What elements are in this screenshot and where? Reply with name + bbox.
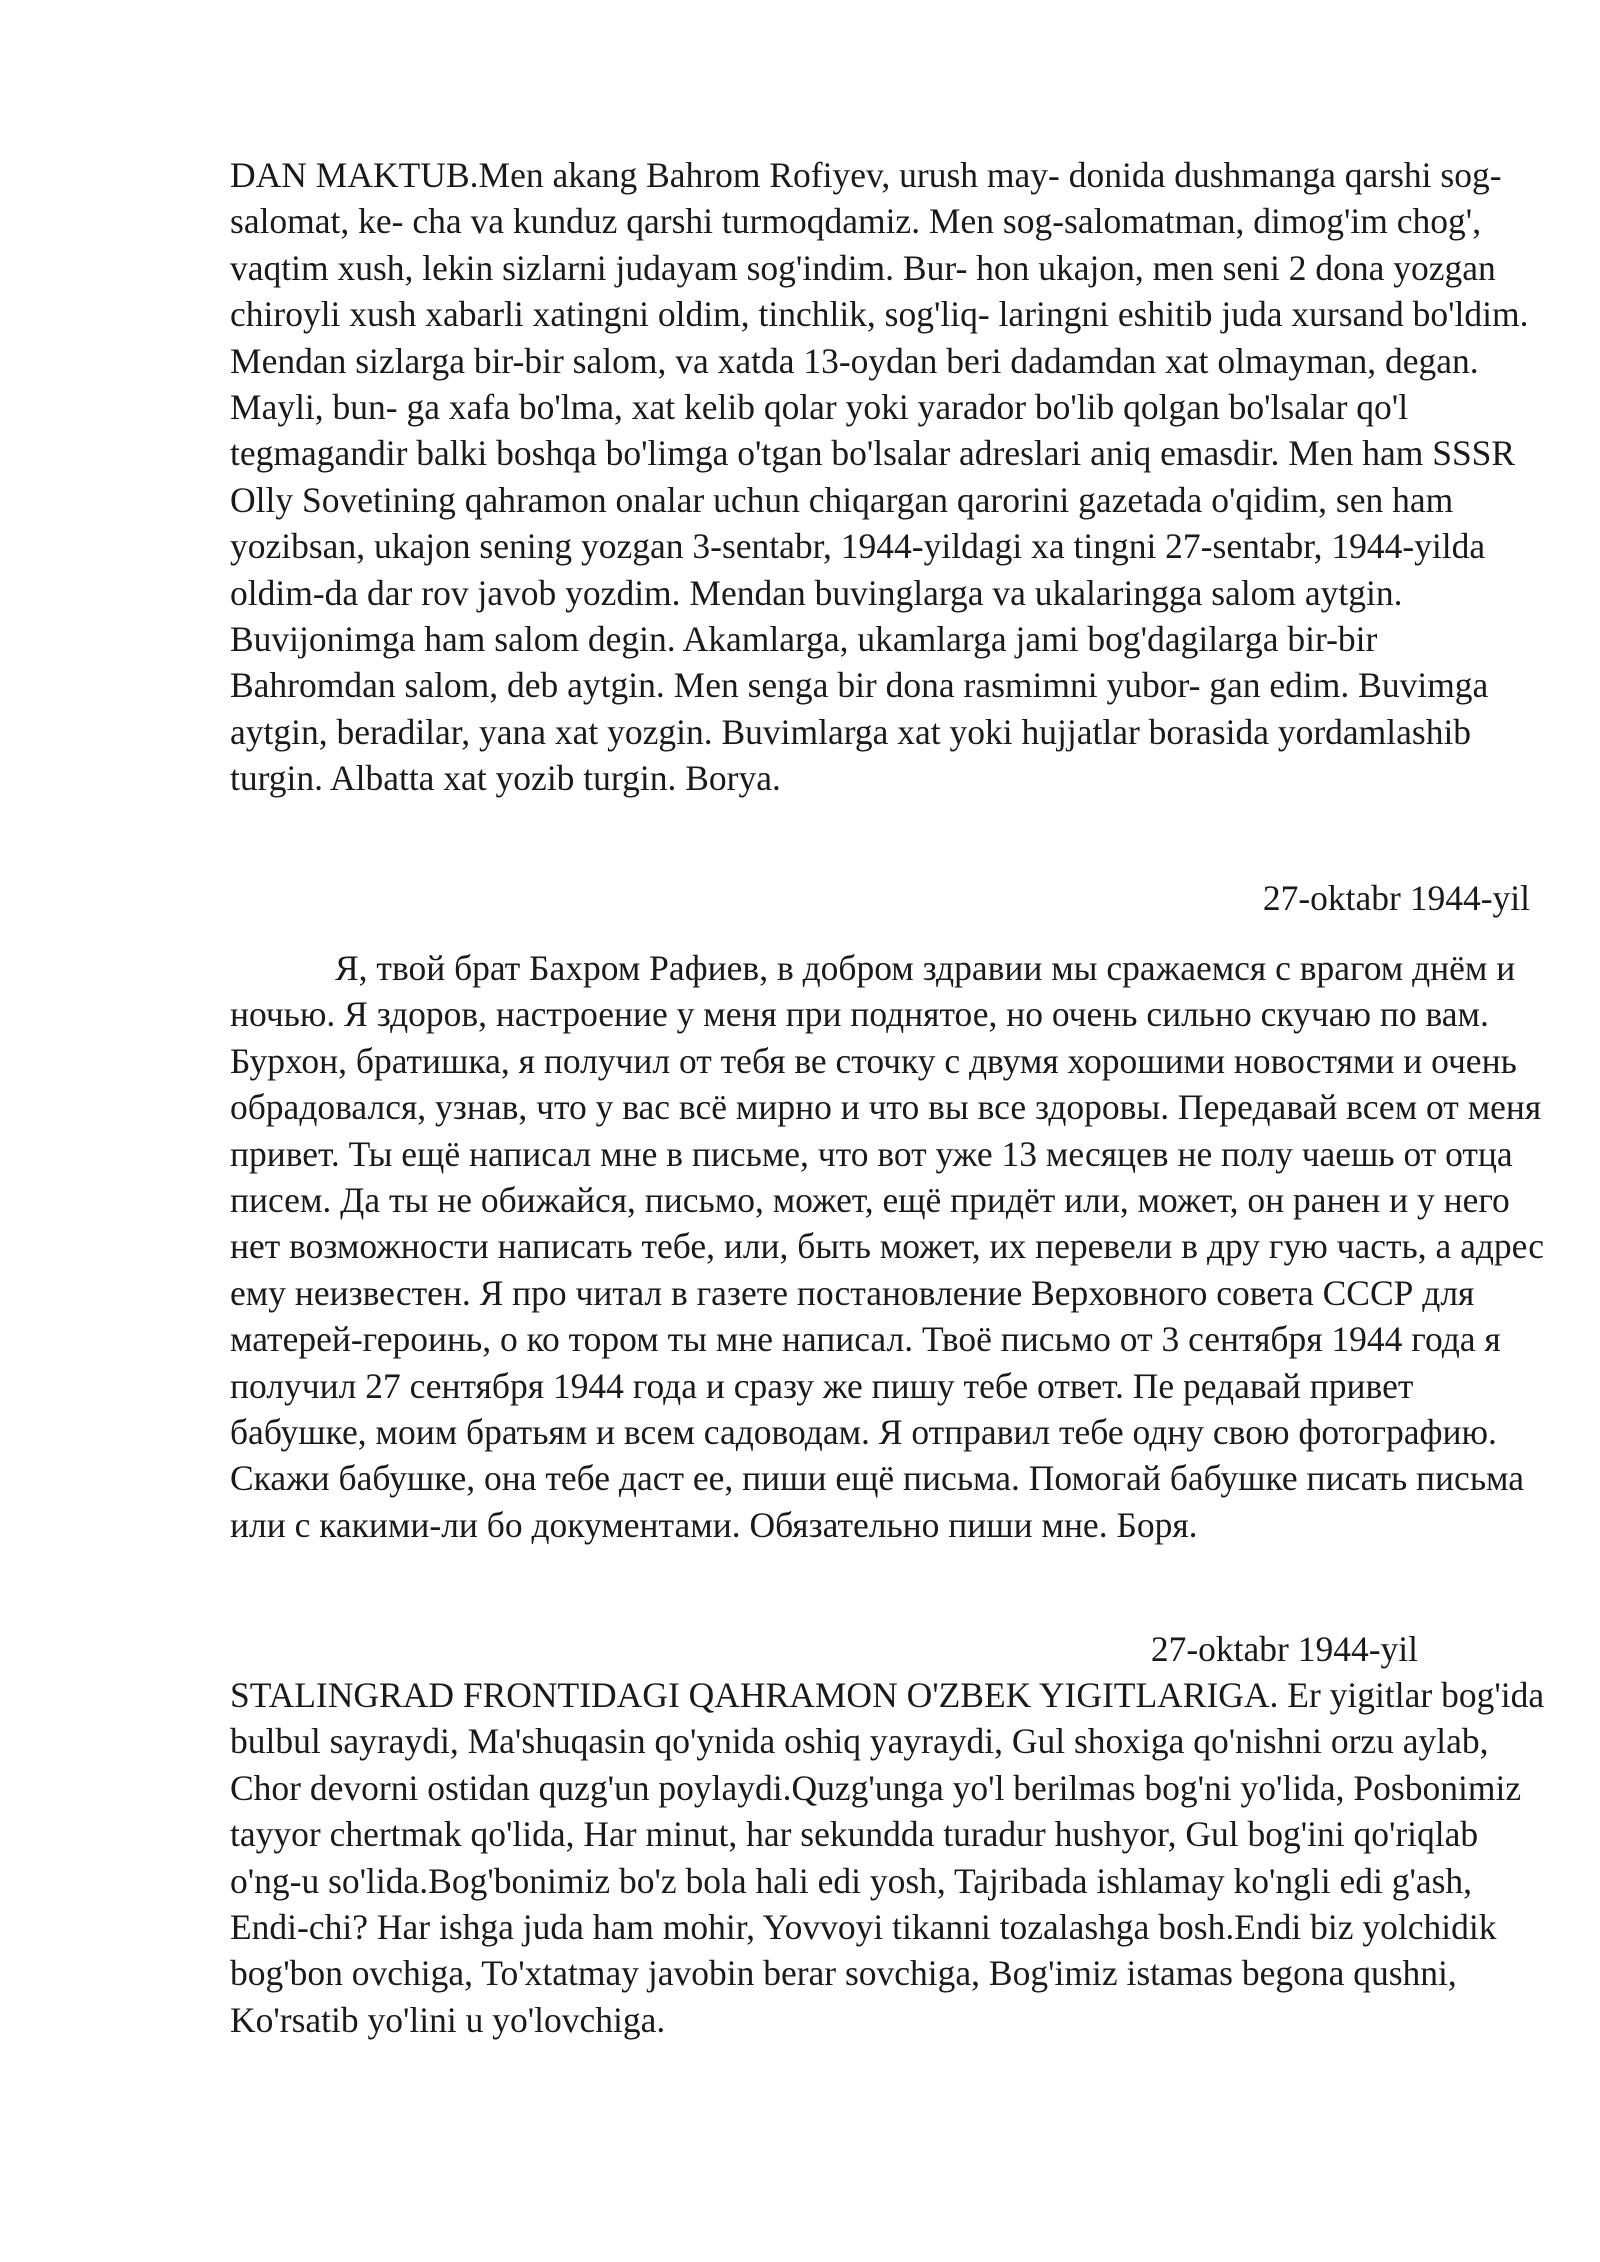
letter-uzbek-date: 27-oktabr 1944-yil (1262, 878, 1530, 918)
letter-russian-date: 27-oktabr 1944-yil (1150, 1629, 1418, 1669)
letter-uzbek-paragraph: DAN MAKTUB.Men akang Bahrom Rofiyev, urush may- donida dushmanga qarshi sog-salomat, ke- cha va kunduz qarshi turmoqdamiz. Men sog-salomatman, dimog'im chog', vaqtim xush, lekin sizlarni judayam sog'indim. Bur- hon ukajon, men seni 2 dona yozgan chiroyli xush xabarli xatingni oldim, tinchlik, sog'liq- laringni eshitib juda xursand bo'ldim. Mendan sizlarga bir-bir salom, va xatda 13-oydan beri dadamdan xat olmayman, degan. Mayli, bun- ga xafa bo'lma, xat kelib qolar yoki yarador bo'lib qolgan bo'lsalar qo'l tegmagandir balki boshqa bo'limga o'tgan bo'lsalar adreslari aniq emasdir. Men ham SSSR Olly Sovetining qahramon onalar uchun chiqargan qarorini gazetada o'qidim, sen ham yozibsan, ukajon sening yozgan 3-sentabr, 1944-yildagi xa tingni 27-sentabr, 1944-yilda oldim-da dar rov javob yozdim. Mendan buvinglarga va ukalaringga salom aytgin. Buvijonimga ham salom degin. Akamlarga, ukamlarga jami bog'dagilarga bir-bir Bahromdan salom, deb aytgin. Men senga bir dona rasmimni yubor- gan edim. Buvimga aytgin, beradilar, yana xat yozgin. Buvimlarga xat yoki hujjatlar borasida yordamlashib turgin. Albatta xat yozib turgin. Borya. (230, 155, 1529, 799)
poem-paragraph: STALINGRAD FRONTIDAGI QAHRAMON O'ZBEK YIGITLARIGA. Er yigitlar bog'ida bulbul sayraydi, Ma'shuqasin qo'ynida oshiq yayraydi, Gul shoxiga qo'nishni orzu aylab, Chor devorni ostidan quzg'un poylaydi.Quzg'unga yo'l berilmas bog'ni yo'lida, Posbonimiz tayyor chertmak qo'lida, Har minut, har sekundda turadur hushyor, Gul bog'ini qo'riqlab o'ng-u so'lida.Bog'bonimiz bo'z bola hali edi yosh, Tajribada ishlamay ko'ngli edi g'ash, Endi-chi? Har ishga juda ham mohir, Yovvoyi tikanni tozalashga bosh.Endi biz yolchidik bog'bon ovchiga, To'xtatmay javobin berar sovchiga, Bog'imiz istamas begona qushni, Ko'rsatib yo'lini u yo'lovchiga. (230, 1675, 1545, 2040)
letter-russian-paragraph: Я, твой брат Бахром Рафиев, в добром здравии мы сражаемся с врагом днём и ночью. Я здоров, настроение у меня при поднятое, но очень сильно скучаю по вам. Бурхон, братишка, я получил от тебя ве сточку с двумя хорошими новостями и очень обрадовался, узнав, что у вас всё мирно и что вы все здоровы. Передавай всем от меня привет. Ты ещё написал мне в письме, что вот уже 13 месяцев не полу чаешь от отца писем. Да ты не обижайся, письмо, может, ещё придёт или, может, он ранен и у него нет возможности написать тебе, или, быть может, их перевели в дру гую часть, а адрес ему неизвестен. Я про читал в газете постановление Верховного совета СССР для матерей-героинь, о ко тором ты мне написал. Твоё письмо от 3 сентября 1944 года я получил 27 сентября 1944 года и сразу же пишу тебе ответ. Пе редавай привет бабушке, моим братьям и всем садоводам. Я отправил тебе одну свою фотографию. Скажи бабушке, она тебе даст ее, пиши ещё письма. Помогай бабушке писать письма или с какими-ли бо документами. Обязательно пиши мне. Боря. (230, 948, 1545, 1545)
